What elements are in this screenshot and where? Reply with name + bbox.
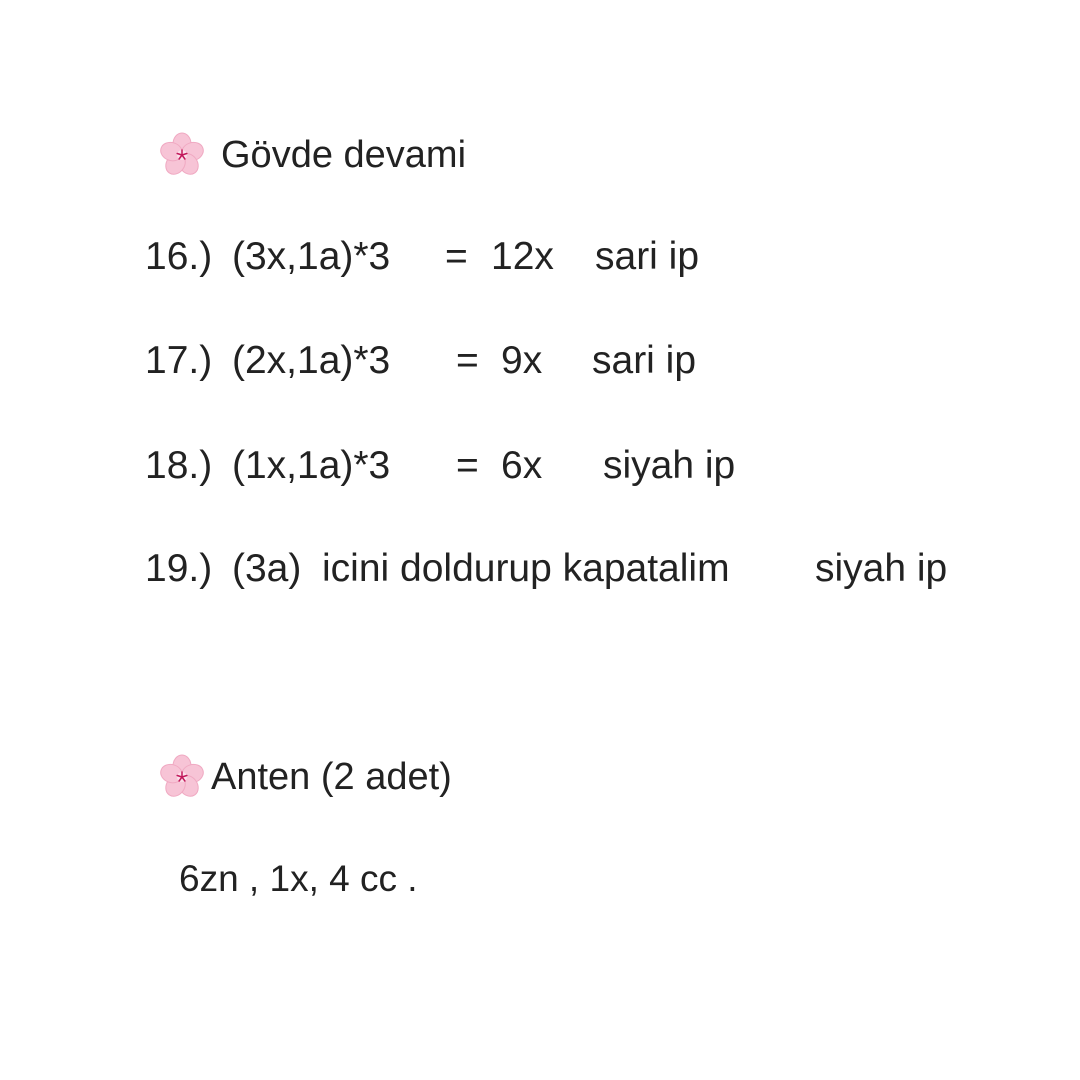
antenna-instructions: 6zn , 1x, 4 cc . <box>179 858 418 899</box>
row-number: 18.) <box>145 444 213 487</box>
row-equals: = <box>456 444 479 487</box>
row-yarn: siyah ip <box>815 547 948 590</box>
section-title-text: Anten (2 adet) <box>211 756 452 798</box>
cherry-blossom-icon <box>157 130 207 180</box>
section-title-text: Gövde devami <box>221 134 467 176</box>
row-number: 16.) <box>145 235 213 278</box>
row-number: 17.) <box>145 339 213 382</box>
row-description: icini doldurup kapatalim <box>322 547 730 590</box>
row-stitch-count: 9x <box>501 339 543 382</box>
row-equals: = <box>456 339 479 382</box>
row-stitch-count: 12x <box>491 235 554 278</box>
row-formula: (2x,1a)*3 <box>232 339 391 382</box>
section-title-body <box>157 130 466 180</box>
row-number: 19.) <box>145 547 213 590</box>
row-yarn: sari ip <box>595 235 700 278</box>
row-yarn: siyah ip <box>603 444 736 487</box>
row-yarn: sari ip <box>592 339 697 382</box>
row-formula: (3x,1a)*3 <box>232 235 391 278</box>
section-title-antenna <box>157 752 452 802</box>
row-formula: (3a) <box>232 547 302 590</box>
cherry-blossom-icon <box>157 752 207 802</box>
row-stitch-count: 6x <box>501 444 543 487</box>
row-equals: = <box>445 235 468 278</box>
row-formula: (1x,1a)*3 <box>232 444 391 487</box>
